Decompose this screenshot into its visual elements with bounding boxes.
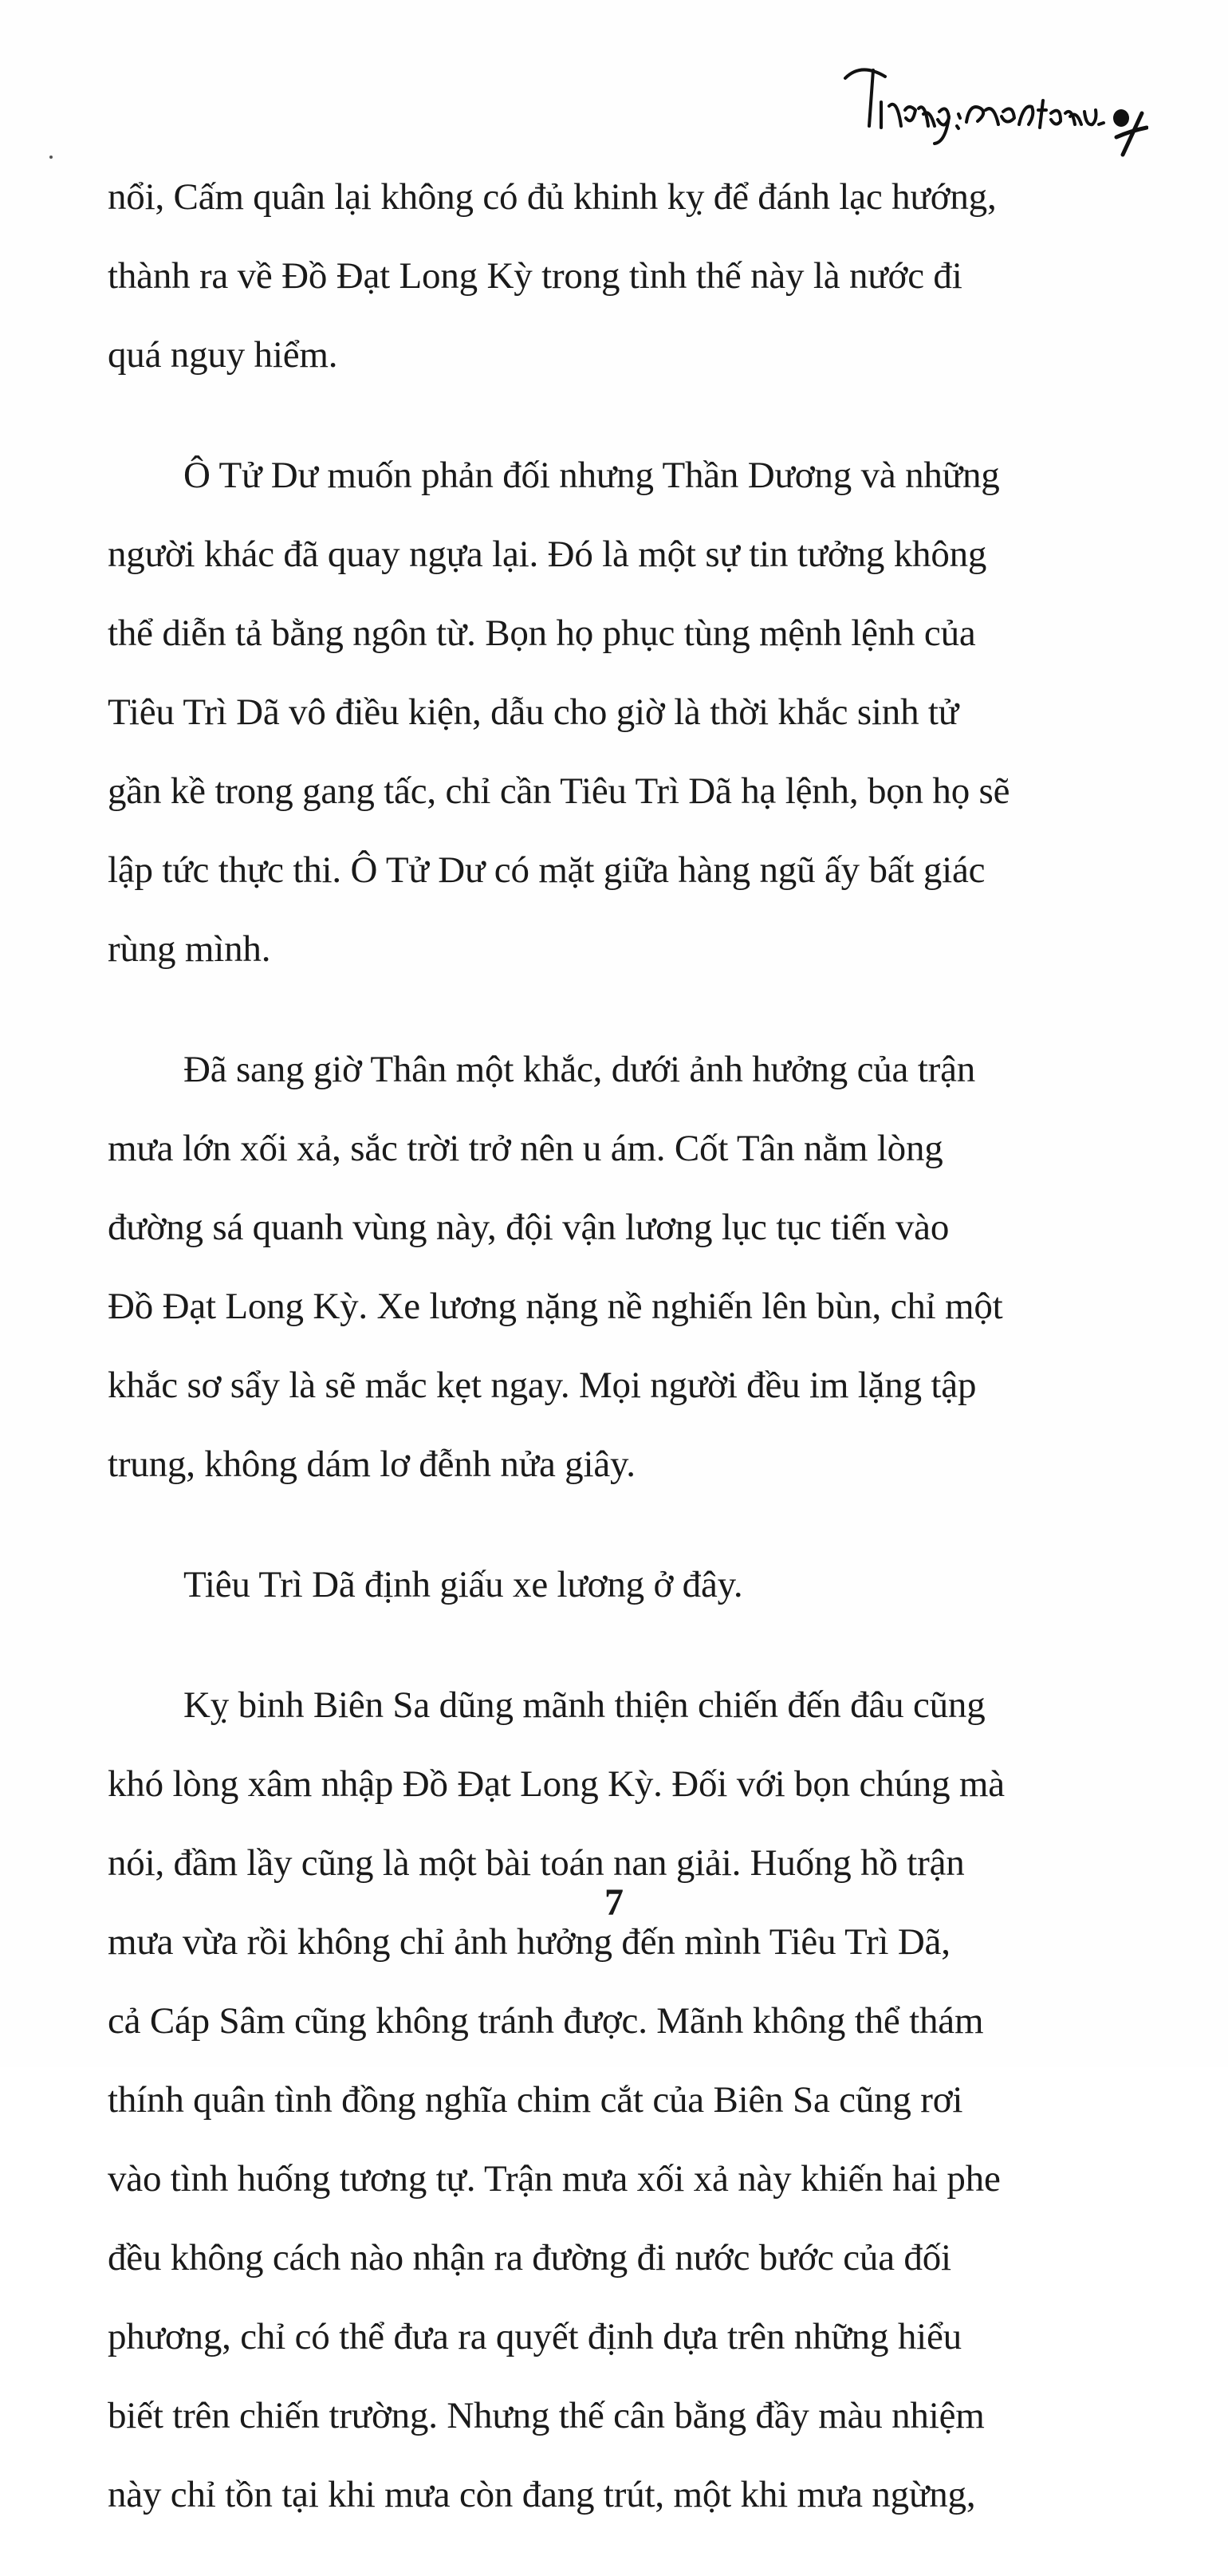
handwritten-signature [829, 54, 1148, 166]
ink-speck [49, 156, 53, 159]
text-line: Đồ Đạt Long Kỳ. Xe lương nặng nề nghiến lên bùn, chỉ một [108, 1286, 1003, 1327]
paragraph-1 [108, 158, 1104, 395]
text-line: mưa lớn xối xả, sắc trời trở nên u ám. Cốt Tân nằm lòng [108, 1128, 943, 1169]
text-line: gần kề trong gang tấc, chỉ cần Tiêu Trì Dã hạ lệnh, bọn họ sẽ [108, 770, 1010, 812]
text-line: Đã sang giờ Thân một khắc, dưới ảnh hưởng của trận [183, 1049, 976, 1090]
text-line: khắc sơ sẩy là sẽ mắc kẹt ngay. Mọi người đều im lặng tập [108, 1365, 977, 1406]
text-line: thính quân tình đồng nghĩa chim cắt của Biên Sa cũng rơi [108, 2079, 963, 2121]
paragraph-2 [108, 436, 1104, 989]
paragraph-3 [108, 1030, 1104, 1504]
text-line: Tiêu Trì Dã vô điều kiện, dẫu cho giờ là thời khắc sinh tử [108, 691, 959, 733]
text-line: mưa vừa rồi không chỉ ảnh hưởng đến mình Tiêu Trì Dã, [108, 1921, 951, 1963]
text-line: Tiêu Trì Dã định giấu xe lương ở đây. [183, 1564, 743, 1605]
text-line: Ô Tử Dư muốn phản đối nhưng Thần Dương và những [183, 455, 1000, 496]
text-line: thể diễn tả bằng ngôn từ. Bọn họ phục tùng mệnh lệnh của [108, 612, 976, 654]
paragraph-5 [108, 1666, 1104, 2535]
text-line: rùng mình. [108, 928, 271, 970]
text-line: người khác đã quay ngựa lại. Đó là một sự tin tưởng không [108, 534, 987, 575]
body-text [108, 158, 1104, 2576]
text-line: Kỵ binh Biên Sa dũng mãnh thiện chiến đến đâu cũng [183, 1684, 986, 1726]
signature-flourish-icon [829, 54, 1148, 166]
text-line: phương, chỉ có thể đưa ra quyết định dựa trên những hiểu [108, 2316, 962, 2357]
text-line: cả Cáp Sâm cũng không tránh được. Mãnh không thể thám [108, 2000, 984, 2042]
text-line: quá nguy hiểm. [108, 334, 338, 376]
text-line: thành ra về Đồ Đạt Long Kỳ trong tình thế này là nước đi [108, 255, 962, 297]
text-line: lập tức thực thi. Ô Tử Dư có mặt giữa hàng ngũ ấy bất giác [108, 849, 986, 891]
text-line: vào tình huống tương tự. Trận mưa xối xả này khiến hai phe [108, 2158, 1001, 2200]
paragraph-4 [108, 1546, 1104, 1625]
text-line: trung, không dám lơ đễnh nửa giây. [108, 1444, 636, 1485]
text-line: này chỉ tồn tại khi mưa còn đang trút, một khi mưa ngừng, [108, 2474, 976, 2515]
text-line: nổi, Cấm quân lại không có đủ khinh kỵ để đánh lạc hướng, [108, 176, 997, 218]
text-line: nói, đầm lầy cũng là một bài toán nan giải. Huống hồ trận [108, 1842, 965, 1884]
text-line: biết trên chiến trường. Nhưng thế cân bằng đầy màu nhiệm [108, 2395, 985, 2436]
text-line: đều không cách nào nhận ra đường đi nước bước của đối [108, 2237, 951, 2279]
text-line: đường sá quanh vùng này, đội vận lương lục tục tiến vào [108, 1207, 950, 1248]
text-line: khó lòng xâm nhập Đồ Đạt Long Kỳ. Đối với bọn chúng mà [108, 1763, 1005, 1805]
page-number: 7 [604, 1881, 624, 1924]
